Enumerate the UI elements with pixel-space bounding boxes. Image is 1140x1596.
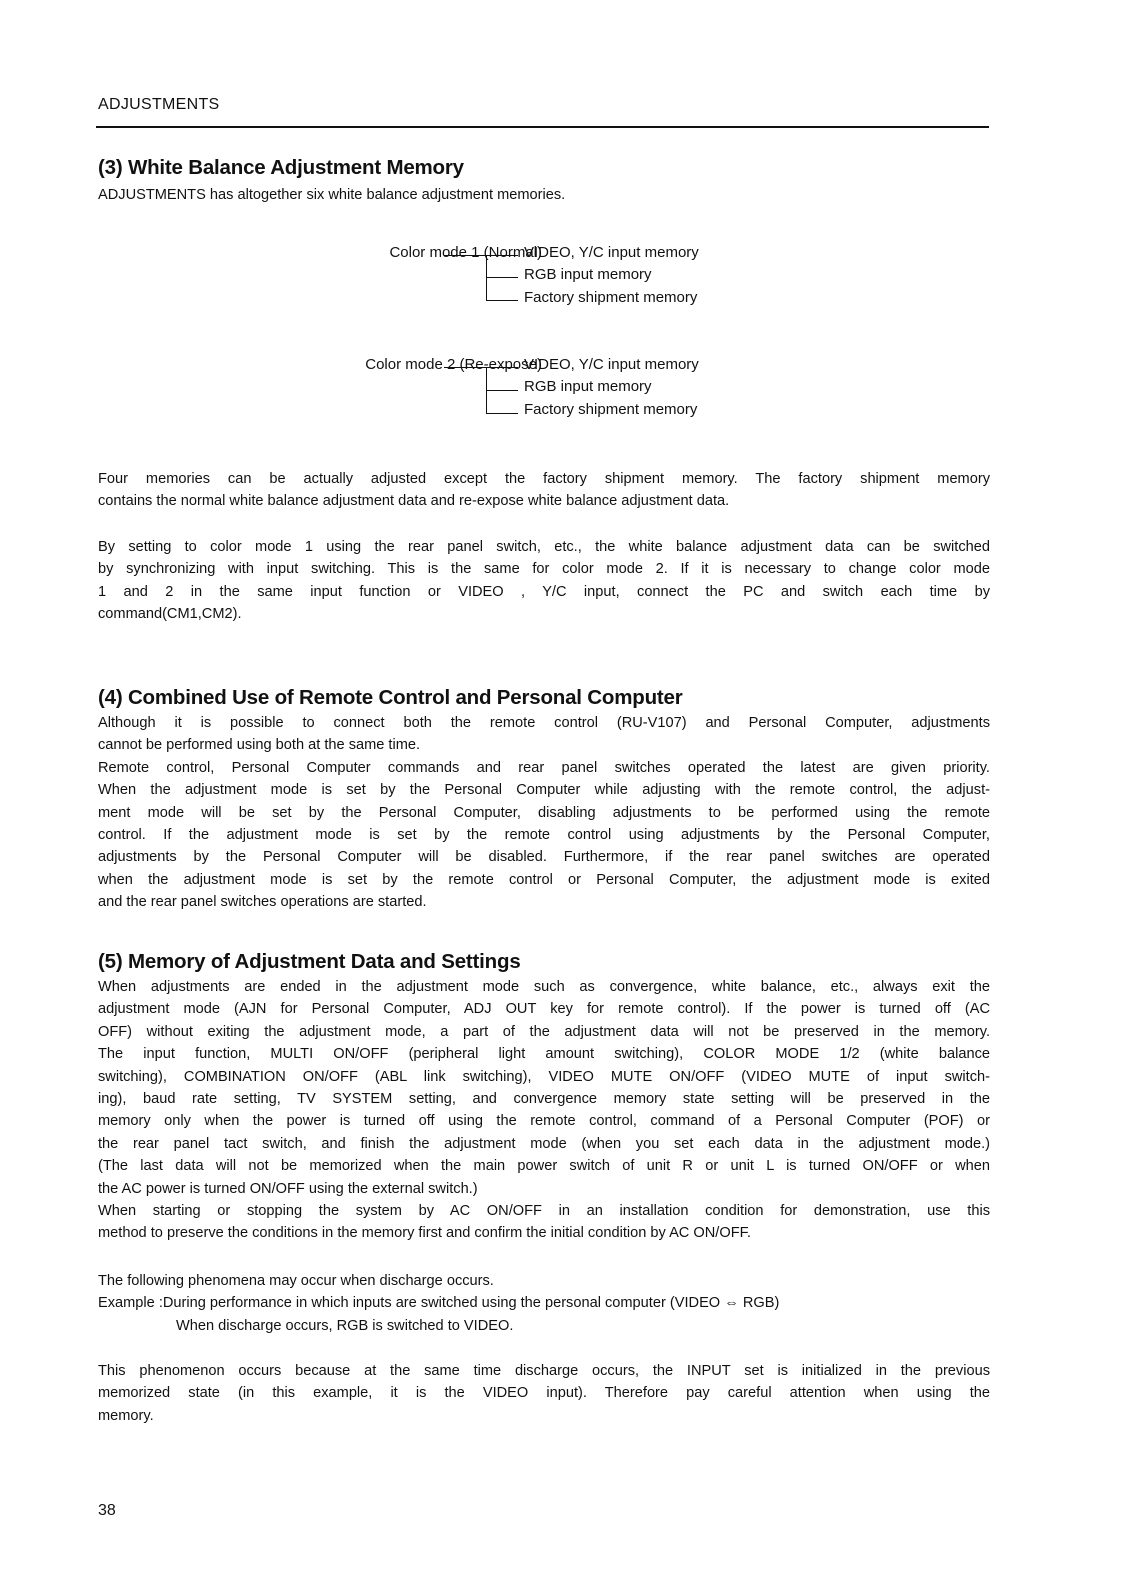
discharge-example: Example :During performance in which inputs are switched using the personal computer (VIDEO ⇔ RGB) [98, 1295, 780, 1312]
color-mode-1-label: Color mode 1 (Normal) [389, 244, 542, 261]
connector-line [486, 413, 518, 414]
running-header: ADJUSTMENTS [98, 96, 220, 113]
discharge-intro: The following phenomena may occur when discharge occurs. [98, 1273, 494, 1289]
header-rule [96, 126, 989, 128]
memory-item: RGB input memory [524, 378, 652, 395]
section-5-body: When adjustments are ended in the adjustment mode such as convergence, white balance, etc., always exit the adjustment mode (AJN for Personal Computer, ADJ OUT key for remote control). If the power is turned off (AC OFF) without exiting the adjustment mode, a part of the adjustment data will not be preserved in the memory. The input function, MULTI ON/OFF (peripheral light amount switching), COLOR MODE 1/2 (white balance switching), COMBINATION ON/OFF (ABL link switching), VIDEO MUTE ON/OFF (VIDEO MUTE of input switch- ing), baud rate setting, TV SYSTEM setting, and convergence memory state setting will be preserved in the memory only when the power is turned off using the remote control, command of a Personal Computer (POF) or the rear panel tact switch, and finish the adjustment mode (when you set each data in the adjustment mode.) (The last data will not be memorized when the main power switch of unit R or unit L is turned ON/OFF or when the AC power is turned ON/OFF using the external switch.) When starting or stopping the system by AC ON/OFF in an installation condition for demonstration, use this method to preserve the conditions in the memory first and confirm the initial condition by AC ON/OFF. [98, 979, 990, 1242]
section-3-intro: ADJUSTMENTS has altogether six white balance adjustment memories. [98, 187, 566, 203]
memory-item: VIDEO, Y/C input memory [524, 356, 699, 373]
discharge-note [98, 1270, 990, 1337]
memory-item: Factory shipment memory [524, 401, 698, 418]
color-mode-2-label: Color mode 2 (Re-expose) [365, 356, 542, 373]
section-5-heading: (5) Memory of Adjustment Data and Settings [98, 950, 521, 973]
connector-line [486, 390, 518, 391]
discharge-example-result: When discharge occurs, RGB is switched to VIDEO. [176, 1317, 514, 1334]
connector-line [444, 255, 518, 256]
section-3-paragraph-2: By setting to color mode 1 using the rear panel switch, etc., the white balance adjustment data can be switched by synchronizing with input switching. This is the same for color mode 2. If it is necessary to change color mode 1 and 2 in the same input function or VIDEO , Y/C input, connect the PC and switch each time by command(CM1,CM2). [98, 539, 990, 623]
connector-line [486, 277, 518, 278]
memory-item: VIDEO, Y/C input memory [524, 244, 699, 261]
page-number: 38 [98, 1502, 116, 1519]
section-4-body: Although it is possible to connect both the remote control (RU-V107) and Personal Computer, adjustments cannot be performed using both at the same time. Remote control, Personal Computer commands and rear panel switches operated the latest are given priority. When the adjustment mode is set by the Personal Computer while adjusting with the remote control, the adjust- ment mode will be set by the Personal Computer, disabling adjustments to be performed using the remote control. If the adjustment mode is set by the remote control using adjustments by the Personal Computer, adjustments by the Personal Computer will be disabled. Furthermore, if the rear panel switches are operated when the adjustment mode is set by the remote control or Personal Computer, the adjustment mode is exited and the rear panel switches operations are started. [98, 715, 990, 911]
memory-item: RGB input memory [524, 266, 652, 283]
section-3-heading: (3) White Balance Adjustment Memory [98, 156, 464, 179]
memory-item: Factory shipment memory [524, 289, 698, 306]
connector-line [444, 367, 518, 368]
closing-paragraph: This phenomenon occurs because at the same time discharge occurs, the INPUT set is initialized in the previous memorized state (in this example, it is the VIDEO input). Therefore pay careful attention when using the memory. [98, 1363, 990, 1424]
section-3-paragraph-1: Four memories can be actually adjusted except the factory shipment memory. The factory shipment memory contains the normal white balance adjustment data and re-expose white balance adjustment data. [98, 471, 990, 510]
connector-line [486, 300, 518, 301]
section-4-heading: (4) Combined Use of Remote Control and Personal Computer [98, 686, 683, 709]
